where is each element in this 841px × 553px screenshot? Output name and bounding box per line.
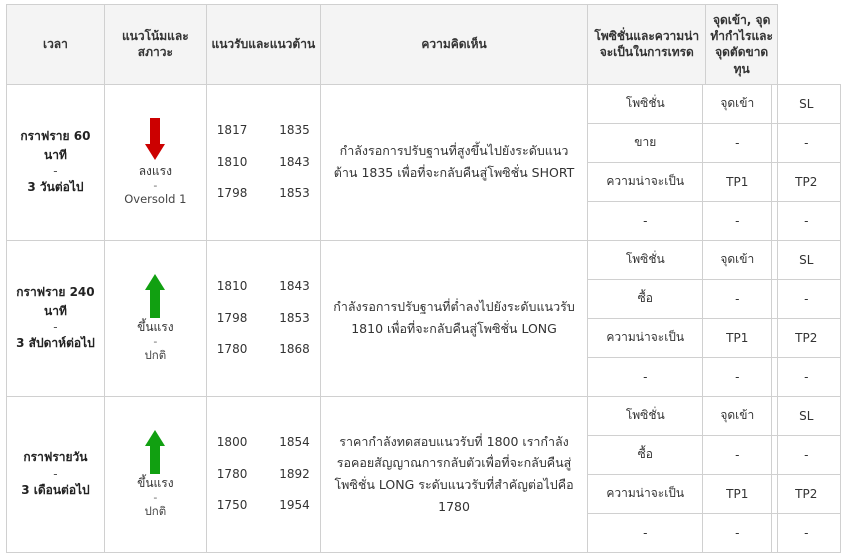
level-pair bbox=[213, 303, 314, 334]
tp2-label: TP2 bbox=[772, 318, 841, 357]
tp1-value: - bbox=[703, 513, 772, 552]
tp1-label: TP1 bbox=[703, 318, 772, 357]
trend-cell bbox=[104, 84, 206, 240]
position-row bbox=[588, 84, 841, 123]
sl-label: SL bbox=[772, 240, 841, 279]
timeframe-primary: กราฟราย 60 นาที bbox=[20, 128, 91, 163]
position-row bbox=[588, 201, 841, 240]
table-header bbox=[7, 5, 778, 85]
trend-separator: - bbox=[153, 335, 158, 349]
timeframe-horizon: 3 สัปดาห์ต่อไป bbox=[16, 336, 95, 351]
resistance-value: 1853 bbox=[279, 185, 310, 200]
table-body bbox=[7, 84, 818, 552]
arrow-up-icon bbox=[109, 428, 202, 474]
timeframe-separator: - bbox=[53, 466, 58, 481]
position-label: โพซิชั่น bbox=[588, 396, 703, 435]
tp1-label: TP1 bbox=[703, 162, 772, 201]
probability-label: ความน่าจะเป็น bbox=[588, 162, 703, 201]
timeframe-primary: กราฟราย 240 นาที bbox=[16, 284, 95, 319]
position-row bbox=[588, 435, 841, 474]
position-row bbox=[588, 123, 841, 162]
tp2-label: TP2 bbox=[772, 162, 841, 201]
comment-cell: กำลังรอการปรับฐานที่สูงขึ้นไปยังระดับแนวต้าน 1835 เพื่อที่จะกลับคืนสู่โพซิชั่น SHORT bbox=[320, 84, 587, 240]
tp2-value: - bbox=[772, 513, 841, 552]
arrow-up-icon bbox=[109, 272, 202, 318]
entry-label: จุดเข้า bbox=[703, 396, 772, 435]
trend-separator: - bbox=[153, 491, 158, 505]
position-action: ขาย bbox=[588, 123, 703, 162]
entry-value: - bbox=[703, 435, 772, 474]
level-pair bbox=[213, 459, 314, 490]
trend-separator: - bbox=[153, 179, 158, 193]
sl-label: SL bbox=[772, 84, 841, 123]
sl-value: - bbox=[772, 123, 841, 162]
trend-cell bbox=[104, 396, 206, 552]
tp1-label: TP1 bbox=[703, 474, 772, 513]
position-row bbox=[588, 474, 841, 513]
timeframe-separator: - bbox=[53, 320, 58, 335]
resistance-value: 1843 bbox=[279, 279, 310, 294]
probability-label: ความน่าจะเป็น bbox=[588, 474, 703, 513]
support-value: 1810 bbox=[216, 154, 248, 169]
entry-label: จุดเข้า bbox=[703, 84, 772, 123]
position-cell bbox=[588, 240, 818, 396]
position-row bbox=[588, 357, 841, 396]
sl-label: SL bbox=[772, 396, 841, 435]
level-pair bbox=[213, 271, 314, 302]
position-label: โพซิชั่น bbox=[588, 240, 703, 279]
timeframe-horizon: 3 เดือนต่อไป bbox=[21, 482, 90, 497]
entry-value: - bbox=[703, 123, 772, 162]
position-row bbox=[588, 396, 841, 435]
resistance-value: 1853 bbox=[279, 310, 310, 325]
header-entry-sl: จุดเข้า, จุดทำกำไรและจุดตัดขาดทุน bbox=[706, 5, 778, 85]
entry-value: - bbox=[703, 279, 772, 318]
position-cell bbox=[588, 396, 818, 552]
position-label: โพซิชั่น bbox=[588, 84, 703, 123]
timeframe-separator: - bbox=[53, 164, 58, 179]
comment-cell: ราคากำลังทดสอบแนวรับที่ 1800 เรากำลังรอคอยสัญญาณการกลับตัวเพื่อที่จะกลับคืนสู่โพซิชั่น LONG ระดับแนวรับที่สำคัญต่อไปคือ 1780 bbox=[320, 396, 587, 552]
resistance-value: 1835 bbox=[279, 123, 310, 138]
position-table bbox=[587, 84, 841, 241]
resistance-value: 1843 bbox=[279, 154, 310, 169]
support-value: 1817 bbox=[216, 123, 248, 138]
tp1-value: - bbox=[703, 357, 772, 396]
timeframe-cell bbox=[7, 396, 105, 552]
position-row bbox=[588, 279, 841, 318]
position-row bbox=[588, 162, 841, 201]
position-action: ซื้อ bbox=[588, 435, 703, 474]
tp2-value: - bbox=[772, 201, 841, 240]
header-levels: แนวรับและแนวต้าน bbox=[206, 5, 320, 85]
support-value: 1810 bbox=[216, 279, 248, 294]
level-pair bbox=[213, 147, 314, 178]
support-value: 1750 bbox=[216, 497, 248, 512]
header-trend: แนวโน้มและสภาวะ bbox=[104, 5, 206, 85]
position-action: ซื้อ bbox=[588, 279, 703, 318]
probability-value: - bbox=[588, 357, 703, 396]
tp1-value: - bbox=[703, 201, 772, 240]
tp2-label: TP2 bbox=[772, 474, 841, 513]
table-row bbox=[7, 396, 778, 552]
position-row bbox=[588, 240, 841, 279]
support-value: 1800 bbox=[216, 435, 248, 450]
position-row bbox=[588, 513, 841, 552]
header-comment: ความคิดเห็น bbox=[320, 5, 587, 85]
entry-label: จุดเข้า bbox=[703, 240, 772, 279]
position-table bbox=[587, 240, 841, 397]
trend-direction: ขึ้นแรง bbox=[137, 320, 174, 335]
position-cell bbox=[588, 84, 818, 240]
resistance-value: 1868 bbox=[279, 341, 310, 356]
timeframe-cell bbox=[7, 240, 105, 396]
probability-label: ความน่าจะเป็น bbox=[588, 318, 703, 357]
timeframe-cell bbox=[7, 84, 105, 240]
tp2-value: - bbox=[772, 357, 841, 396]
trend-condition: ปกติ bbox=[144, 504, 167, 519]
sl-value: - bbox=[772, 435, 841, 474]
probability-value: - bbox=[588, 513, 703, 552]
sl-value: - bbox=[772, 279, 841, 318]
header-position: โพซิชั่นและความน่าจะเป็นในการเทรด bbox=[588, 5, 706, 85]
level-pair bbox=[213, 490, 314, 521]
level-pair bbox=[213, 115, 314, 146]
level-pair bbox=[213, 427, 314, 458]
resistance-value: 1954 bbox=[279, 497, 310, 512]
support-value: 1780 bbox=[216, 466, 248, 481]
timeframe-horizon: 3 วันต่อไป bbox=[27, 180, 84, 195]
trend-condition: Oversold 1 bbox=[124, 192, 187, 207]
levels-cell bbox=[206, 240, 320, 396]
trend-direction: ลงแรง bbox=[138, 164, 172, 179]
position-table bbox=[587, 396, 841, 553]
resistance-value: 1854 bbox=[279, 435, 310, 450]
level-pair bbox=[213, 178, 314, 209]
probability-value: - bbox=[588, 201, 703, 240]
comment-cell: กำลังรอการปรับฐานที่ต่ำลงไปยังระดับแนวรับ 1810 เพื่อที่จะกลับคืนสู่โพซิชั่น LONG bbox=[320, 240, 587, 396]
support-value: 1780 bbox=[216, 341, 248, 356]
resistance-value: 1892 bbox=[279, 466, 310, 481]
support-value: 1798 bbox=[216, 185, 248, 200]
trend-direction: ขึ้นแรง bbox=[137, 476, 174, 491]
levels-cell bbox=[206, 396, 320, 552]
timeframe-primary: กราฟรายวัน bbox=[23, 450, 88, 465]
arrow-down-icon bbox=[109, 116, 202, 162]
header-row bbox=[7, 5, 778, 85]
table-row bbox=[7, 84, 778, 240]
market-analysis-table bbox=[6, 4, 818, 553]
header-time: เวลา bbox=[7, 5, 105, 85]
support-value: 1798 bbox=[216, 310, 248, 325]
levels-cell bbox=[206, 84, 320, 240]
position-row bbox=[588, 318, 841, 357]
trend-condition: ปกติ bbox=[144, 348, 167, 363]
trend-cell bbox=[104, 240, 206, 396]
level-pair bbox=[213, 334, 314, 365]
table-row bbox=[7, 240, 778, 396]
